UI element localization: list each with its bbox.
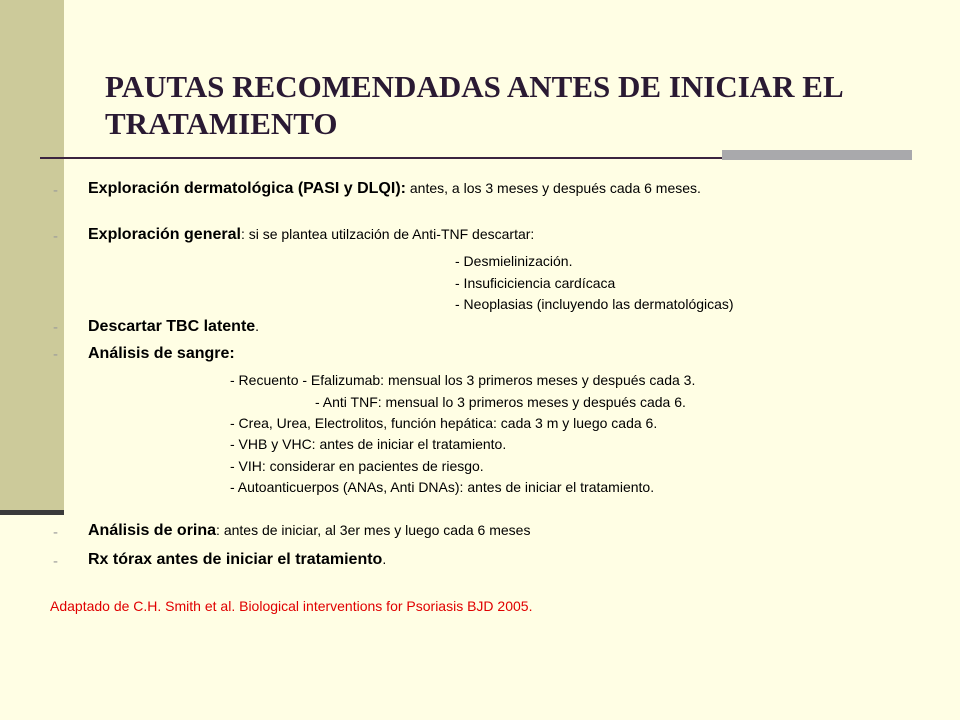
item-text: antes, a los 3 meses y después cada 6 meses. (405, 180, 701, 196)
item-tbc (88, 318, 259, 336)
item-label: Exploración dermatológica (PASI y DLQI): (88, 180, 406, 197)
item-chest-xray (88, 551, 386, 569)
item-text: : si se plantea utilzación de Anti-TNF descartar: (240, 226, 535, 242)
item-text: : antes de iniciar, al 3er mes y luego cada 6 meses (216, 522, 531, 538)
item-urine-analysis (88, 522, 530, 540)
blood-subitem: - VIH: considerar en pacientes de riesgo. (230, 458, 484, 474)
general-subitem: - Insuficiciencia cardícaca (455, 275, 616, 291)
item-dermatologic-exam (88, 180, 701, 198)
item-label: Análisis de orina (88, 522, 217, 539)
item-label: Descartar TBC latente (88, 318, 256, 335)
left-accent-bar-cap (0, 510, 64, 515)
bullet-dash: - (53, 228, 58, 245)
blood-subitem: - Crea, Urea, Electrolitos, función hepática: cada 3 m y luego cada 6. (230, 415, 658, 431)
left-accent-bar (0, 0, 64, 512)
item-text: . (382, 551, 387, 567)
title-divider-accent (722, 150, 912, 160)
slide-title (105, 68, 925, 142)
general-subitem: - Neoplasias (incluyendo las dermatológicas) (455, 296, 734, 312)
item-general-exam (88, 226, 534, 244)
blood-subitem: - Autoanticuerpos (ANAs, Anti DNAs): antes de iniciar el tratamiento. (230, 479, 655, 495)
title-line-2: TRATAMIENTO (105, 106, 338, 141)
item-blood-analysis (88, 345, 235, 363)
bullet-dash: - (53, 346, 58, 363)
bullet-dash: - (53, 182, 58, 199)
reference-citation: Adaptado de C.H. Smith et al. Biological interventions for Psoriasis BJD 2005. (50, 598, 533, 614)
bullet-dash: - (53, 553, 58, 570)
blood-subitem: - VHB y VHC: antes de iniciar el tratamiento. (230, 436, 507, 452)
item-label: Exploración general (88, 226, 241, 243)
item-text: . (255, 318, 260, 334)
general-subitem: - Desmielinización. (455, 253, 573, 269)
title-line-1: PAUTAS RECOMENDADAS ANTES DE INICIAR EL (105, 69, 844, 104)
bullet-dash: - (53, 524, 58, 541)
item-label: Análisis de sangre: (88, 345, 235, 362)
bullet-dash: - (53, 319, 58, 336)
blood-subitem: - Anti TNF: mensual lo 3 primeros meses y después cada 6. (315, 394, 686, 410)
blood-subitem: - Recuento - Efalizumab: mensual los 3 primeros meses y después cada 3. (230, 372, 696, 388)
item-label: Rx tórax antes de iniciar el tratamiento (88, 551, 383, 568)
